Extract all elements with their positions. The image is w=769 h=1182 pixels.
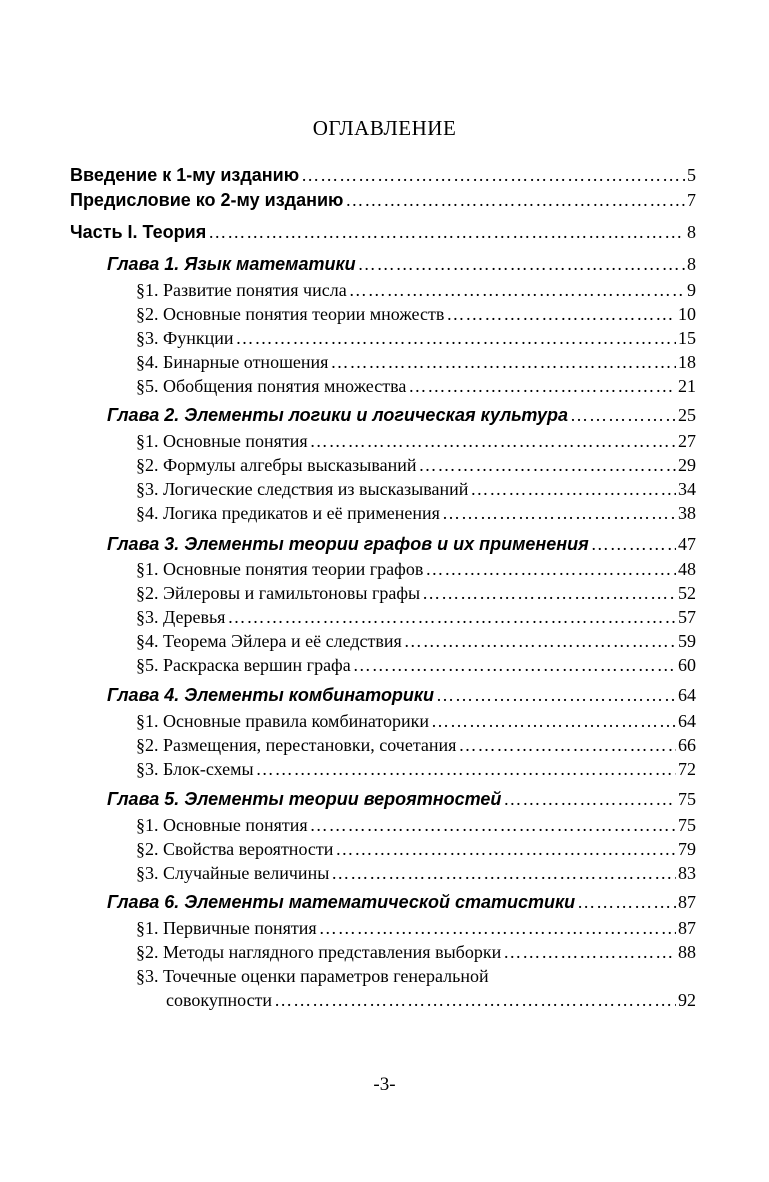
toc-entry[interactable]: [70, 222, 696, 243]
toc-entry-title: §1. Развитие понятия числа: [136, 280, 347, 300]
toc-entry-page: 15: [678, 328, 696, 348]
toc-entry-title: Часть I. Теория: [70, 222, 207, 242]
toc-section[interactable]: [136, 759, 696, 780]
toc-chapter[interactable]: [107, 254, 696, 275]
leader-dots: [345, 190, 685, 211]
toc-entry-page: 75: [678, 815, 696, 835]
leader-dots: [301, 165, 685, 186]
toc-section-title-line1[interactable]: §3. Точечные оценки параметров генеральной: [136, 966, 489, 986]
toc-section[interactable]: [136, 503, 696, 524]
leader-dots: [274, 990, 676, 1011]
leader-dots: [408, 376, 676, 397]
leader-dots: [208, 222, 685, 243]
leader-dots: [310, 431, 676, 452]
toc-entry-title: §4. Бинарные отношения: [136, 352, 329, 372]
toc-entry-title: §5. Раскраска вершин графа: [136, 655, 351, 675]
toc-entry-title: Предисловие ко 2-му изданию: [70, 190, 344, 210]
toc-entry-title: Глава 4. Элементы комбинаторики: [107, 685, 435, 705]
toc-entry-page: 79: [678, 839, 696, 859]
toc-entry-page: 52: [678, 583, 696, 603]
toc-entry-title: Глава 2. Элементы логики и логическая культура: [107, 405, 568, 425]
leader-dots: [431, 711, 676, 732]
leader-dots: [419, 455, 676, 476]
leader-dots: [570, 405, 676, 426]
toc-entry[interactable]: [70, 165, 696, 186]
toc-entry-page: 48: [678, 559, 696, 579]
toc-entry-title: §2. Размещения, перестановки, сочетания: [136, 735, 457, 755]
toc-entry-page: 57: [678, 607, 696, 627]
leader-dots: [422, 583, 676, 604]
toc-entry-page: 25: [678, 405, 696, 425]
toc-entry-title: §4. Логика предикатов и её применения: [136, 503, 440, 523]
toc-section[interactable]: [136, 479, 696, 500]
toc-section[interactable]: [136, 735, 696, 756]
toc-entry-page: 87: [678, 892, 696, 912]
toc-entry-title: §1. Основные понятия: [136, 431, 308, 451]
toc-entry-title: §3. Случайные величины: [136, 863, 330, 883]
toc-chapter[interactable]: [107, 789, 696, 810]
leader-dots: [256, 759, 676, 780]
toc-section[interactable]: [136, 328, 696, 349]
toc-entry-title: §1. Основные понятия: [136, 815, 308, 835]
toc-section[interactable]: [136, 863, 696, 884]
toc-section[interactable]: [136, 839, 696, 860]
toc-entry-page: 92: [678, 990, 696, 1010]
toc-section[interactable]: [136, 455, 696, 476]
toc-entry-title: §2. Свойства вероятности: [136, 839, 334, 859]
toc-section[interactable]: [136, 655, 696, 676]
leader-dots: [503, 789, 676, 810]
toc-section[interactable]: [136, 583, 696, 604]
toc-entry-page: 38: [678, 503, 696, 523]
toc-section[interactable]: [136, 376, 696, 397]
toc-entry-title: Глава 5. Элементы теории вероятностей: [107, 789, 502, 809]
toc-entry-title: §3. Логические следствия из высказываний: [136, 479, 469, 499]
toc-entry-title: §3. Блок-схемы: [136, 759, 254, 779]
toc-entry-title: Глава 1. Язык математики: [107, 254, 356, 274]
leader-dots: [310, 815, 676, 836]
toc-section[interactable]: [136, 815, 696, 836]
toc-entry-page: 75: [678, 789, 696, 809]
toc-entry-title: §1. Основные правила комбинаторики: [136, 711, 430, 731]
page-title: ОГЛАВЛЕНИЕ: [312, 116, 457, 140]
leader-dots: [227, 607, 676, 628]
toc-entry-title: §2. Формулы алгебры высказываний: [136, 455, 417, 475]
leader-dots: [358, 254, 685, 275]
toc-entry-page: 8: [687, 222, 696, 242]
toc-entry-page: 72: [678, 759, 696, 779]
toc-chapter[interactable]: [107, 405, 696, 426]
leader-dots: [319, 918, 676, 939]
toc-section[interactable]: [136, 918, 696, 939]
toc-entry-page: 5: [687, 165, 696, 185]
toc-entry-title: §2. Эйлеровы и гамильтоновы графы: [136, 583, 421, 603]
toc-entry-title: §1. Основные понятия теории графов: [136, 559, 424, 579]
toc-entry[interactable]: [70, 190, 696, 211]
toc-entry-page: 9: [687, 280, 696, 300]
toc-chapter[interactable]: [107, 685, 696, 706]
toc-entry-title: совокупности: [166, 990, 273, 1010]
toc-section[interactable]: [136, 431, 696, 452]
toc-entry-title: §2. Методы наглядного представления выборки: [136, 942, 502, 962]
toc-chapter[interactable]: [107, 892, 696, 913]
toc-entry-page: 59: [678, 631, 696, 651]
toc-entry-page: 34: [678, 479, 696, 499]
toc-section[interactable]: [136, 711, 696, 732]
toc-entry-page: 83: [678, 863, 696, 883]
toc-entry-page: 87: [678, 918, 696, 938]
toc-section[interactable]: [136, 352, 696, 373]
toc-entry-title: Глава 3. Элементы теории графов и их применения: [107, 534, 589, 554]
leader-dots: [330, 352, 676, 373]
leader-dots: [349, 280, 685, 301]
leader-dots: [591, 534, 676, 555]
toc-section[interactable]: [136, 559, 696, 580]
leader-dots: [436, 685, 676, 706]
toc-entry-page: 27: [678, 431, 696, 451]
leader-dots: [577, 892, 676, 913]
leader-dots: [458, 735, 676, 756]
toc-entry-page: 7: [687, 190, 696, 210]
leader-dots: [442, 503, 676, 524]
toc-entry-title: §2. Основные понятия теории множеств: [136, 304, 445, 324]
toc-section[interactable]: [166, 990, 696, 1011]
toc-section[interactable]: [136, 304, 696, 325]
leader-dots: [404, 631, 676, 652]
toc-entry-title: §5. Обобщения понятия множества: [136, 376, 407, 396]
toc-entry-page: 64: [678, 685, 696, 705]
toc-entry-page: 8: [687, 254, 696, 274]
leader-dots: [446, 304, 676, 325]
toc-section[interactable]: [136, 280, 696, 301]
toc-section[interactable]: [136, 942, 696, 963]
toc-chapter[interactable]: [107, 534, 696, 555]
toc-section[interactable]: [136, 631, 696, 652]
toc-entry-page: 29: [678, 455, 696, 475]
toc-entry-title: Глава 6. Элементы математической статистики: [107, 892, 576, 912]
toc-entry-page: 88: [678, 942, 696, 962]
toc-entry-page: 60: [678, 655, 696, 675]
leader-dots: [236, 328, 677, 349]
page-number: -3-: [373, 1074, 396, 1095]
toc-entry-title: Введение к 1-му изданию: [70, 165, 300, 185]
leader-dots: [331, 863, 676, 884]
toc-entry-page: 66: [678, 735, 696, 755]
toc-entry-title: §3. Функции: [136, 328, 234, 348]
leader-dots: [335, 839, 676, 860]
toc-entry-title: §4. Теорема Эйлера и её следствия: [136, 631, 402, 651]
toc-entry-page: 21: [678, 376, 696, 396]
toc-section[interactable]: [136, 607, 696, 628]
toc-entry-page: 18: [678, 352, 696, 372]
leader-dots: [470, 479, 676, 500]
toc-entry-title: §3. Деревья: [136, 607, 226, 627]
leader-dots: [503, 942, 676, 963]
toc-entry-page: 64: [678, 711, 696, 731]
leader-dots: [353, 655, 676, 676]
toc-entry-title: §1. Первичные понятия: [136, 918, 317, 938]
toc-entry-page: 47: [678, 534, 696, 554]
leader-dots: [425, 559, 676, 580]
toc-entry-page: 10: [678, 304, 696, 324]
